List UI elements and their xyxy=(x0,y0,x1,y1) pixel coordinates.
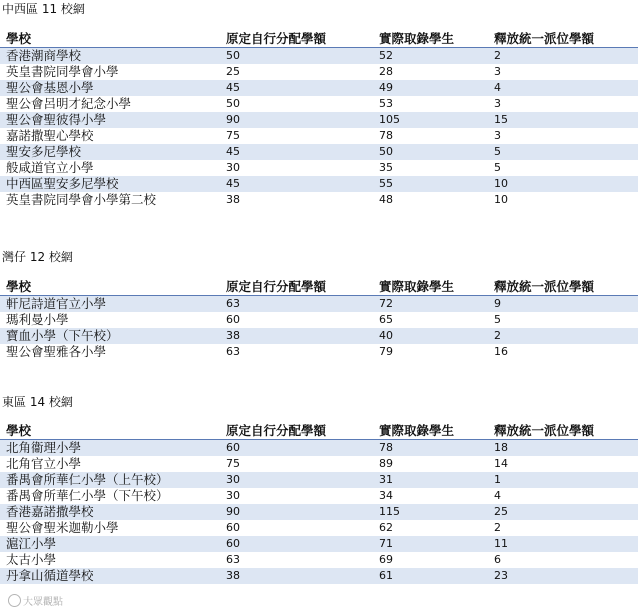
planned-places-cell: 75 xyxy=(220,456,373,472)
table-row xyxy=(0,128,638,144)
released-places-cell: 23 xyxy=(488,568,638,584)
planned-places-cell: 63 xyxy=(220,296,373,313)
section-title: 中西區 11 校網 xyxy=(2,2,85,16)
admitted-students-cell: 50 xyxy=(373,144,488,160)
header-school: 學校 xyxy=(0,422,220,440)
table-row xyxy=(0,536,638,552)
school-name-cell: 般咸道官立小學 xyxy=(0,160,220,176)
planned-places-cell: 50 xyxy=(220,96,373,112)
released-places-cell: 4 xyxy=(488,80,638,96)
planned-places-cell: 38 xyxy=(220,328,373,344)
released-places-cell: 9 xyxy=(488,296,638,313)
school-name-cell: 香港嘉諾撒學校 xyxy=(0,504,220,520)
admitted-students-cell: 52 xyxy=(373,48,488,65)
planned-places-cell: 75 xyxy=(220,128,373,144)
school-name-cell: 番禺會所華仁小學（上午校） xyxy=(0,472,220,488)
admitted-students-cell: 115 xyxy=(373,504,488,520)
admitted-students-cell: 48 xyxy=(373,192,488,208)
table-row xyxy=(0,176,638,192)
released-places-cell: 4 xyxy=(488,488,638,504)
admitted-students-cell: 40 xyxy=(373,328,488,344)
table-row xyxy=(0,440,638,457)
watermark xyxy=(8,593,63,608)
table-row xyxy=(0,568,638,584)
planned-places-cell: 90 xyxy=(220,504,373,520)
table-row xyxy=(0,344,638,360)
admitted-students-cell: 49 xyxy=(373,80,488,96)
released-places-cell: 2 xyxy=(488,48,638,65)
school-name-cell: 番禺會所華仁小學（下午校） xyxy=(0,488,220,504)
school-name-cell: 瑪利曼小學 xyxy=(0,312,220,328)
table-row xyxy=(0,144,638,160)
released-places-cell: 5 xyxy=(488,144,638,160)
admitted-students-cell: 62 xyxy=(373,520,488,536)
school-name-cell: 中西區聖安多尼學校 xyxy=(0,176,220,192)
section-title: 灣仔 12 校網 xyxy=(2,250,73,264)
planned-places-cell: 30 xyxy=(220,160,373,176)
admitted-students-cell: 53 xyxy=(373,96,488,112)
planned-places-cell: 30 xyxy=(220,472,373,488)
released-places-cell: 2 xyxy=(488,520,638,536)
school-name-cell: 聖公會聖雅各小學 xyxy=(0,344,220,360)
table-header-row xyxy=(0,422,638,440)
school-name-cell: 北角衞理小學 xyxy=(0,440,220,457)
released-places-cell: 16 xyxy=(488,344,638,360)
table-row xyxy=(0,160,638,176)
released-places-cell: 3 xyxy=(488,128,638,144)
header-admitted: 實際取錄學生 xyxy=(373,278,488,296)
school-name-cell: 北角官立小學 xyxy=(0,456,220,472)
admitted-students-cell: 28 xyxy=(373,64,488,80)
admitted-students-cell: 35 xyxy=(373,160,488,176)
school-name-cell: 聖公會呂明才紀念小學 xyxy=(0,96,220,112)
admitted-students-cell: 105 xyxy=(373,112,488,128)
header-planned-places: 原定自行分配學額 xyxy=(220,278,373,296)
released-places-cell: 1 xyxy=(488,472,638,488)
admitted-students-cell: 71 xyxy=(373,536,488,552)
table-row xyxy=(0,328,638,344)
planned-places-cell: 63 xyxy=(220,344,373,360)
header-admitted: 實際取錄學生 xyxy=(373,422,488,440)
planned-places-cell: 45 xyxy=(220,80,373,96)
school-table xyxy=(0,278,638,360)
released-places-cell: 2 xyxy=(488,328,638,344)
planned-places-cell: 60 xyxy=(220,520,373,536)
admitted-students-cell: 78 xyxy=(373,440,488,457)
released-places-cell: 6 xyxy=(488,552,638,568)
header-released-places: 釋放統一派位學額 xyxy=(488,30,638,48)
admitted-students-cell: 55 xyxy=(373,176,488,192)
section-title: 東區 14 校網 xyxy=(2,395,73,409)
released-places-cell: 3 xyxy=(488,96,638,112)
header-planned-places: 原定自行分配學額 xyxy=(220,422,373,440)
table-row xyxy=(0,312,638,328)
table-row xyxy=(0,112,638,128)
watermark-logo-icon xyxy=(8,594,21,607)
school-name-cell: 香港潮商學校 xyxy=(0,48,220,65)
school-table xyxy=(0,30,638,208)
planned-places-cell: 45 xyxy=(220,176,373,192)
table-row xyxy=(0,296,638,313)
school-name-cell: 嘉諾撒聖心學校 xyxy=(0,128,220,144)
planned-places-cell: 38 xyxy=(220,568,373,584)
table-row xyxy=(0,96,638,112)
planned-places-cell: 60 xyxy=(220,440,373,457)
admitted-students-cell: 72 xyxy=(373,296,488,313)
admitted-students-cell: 65 xyxy=(373,312,488,328)
table-header-row xyxy=(0,30,638,48)
released-places-cell: 18 xyxy=(488,440,638,457)
planned-places-cell: 60 xyxy=(220,536,373,552)
table-row xyxy=(0,64,638,80)
watermark-text: 大眾觀點 xyxy=(23,597,63,608)
school-name-cell: 聖公會聖米迦勒小學 xyxy=(0,520,220,536)
admitted-students-cell: 89 xyxy=(373,456,488,472)
school-name-cell: 聖安多尼學校 xyxy=(0,144,220,160)
admitted-students-cell: 34 xyxy=(373,488,488,504)
table-row xyxy=(0,48,638,65)
school-name-cell: 英皇書院同學會小學 xyxy=(0,64,220,80)
school-name-cell: 聖公會聖彼得小學 xyxy=(0,112,220,128)
admitted-students-cell: 61 xyxy=(373,568,488,584)
planned-places-cell: 50 xyxy=(220,48,373,65)
school-name-cell: 寶血小學（下午校） xyxy=(0,328,220,344)
released-places-cell: 11 xyxy=(488,536,638,552)
table-row xyxy=(0,80,638,96)
school-name-cell: 聖公會基恩小學 xyxy=(0,80,220,96)
admitted-students-cell: 69 xyxy=(373,552,488,568)
school-name-cell: 丹拿山循道學校 xyxy=(0,568,220,584)
table-row xyxy=(0,504,638,520)
admitted-students-cell: 31 xyxy=(373,472,488,488)
table-header-row xyxy=(0,278,638,296)
header-school: 學校 xyxy=(0,30,220,48)
table-row xyxy=(0,552,638,568)
released-places-cell: 14 xyxy=(488,456,638,472)
released-places-cell: 5 xyxy=(488,312,638,328)
header-released-places: 釋放統一派位學額 xyxy=(488,422,638,440)
table-row xyxy=(0,520,638,536)
released-places-cell: 3 xyxy=(488,64,638,80)
table-row xyxy=(0,488,638,504)
planned-places-cell: 63 xyxy=(220,552,373,568)
school-name-cell: 英皇書院同學會小學第二校 xyxy=(0,192,220,208)
school-name-cell: 軒尼詩道官立小學 xyxy=(0,296,220,313)
table-row xyxy=(0,472,638,488)
planned-places-cell: 25 xyxy=(220,64,373,80)
planned-places-cell: 38 xyxy=(220,192,373,208)
table-row xyxy=(0,456,638,472)
header-released-places: 釋放統一派位學額 xyxy=(488,278,638,296)
admitted-students-cell: 78 xyxy=(373,128,488,144)
school-table xyxy=(0,422,638,584)
released-places-cell: 15 xyxy=(488,112,638,128)
table-row xyxy=(0,192,638,208)
planned-places-cell: 30 xyxy=(220,488,373,504)
released-places-cell: 5 xyxy=(488,160,638,176)
released-places-cell: 10 xyxy=(488,192,638,208)
planned-places-cell: 60 xyxy=(220,312,373,328)
header-school: 學校 xyxy=(0,278,220,296)
header-admitted: 實際取錄學生 xyxy=(373,30,488,48)
admitted-students-cell: 79 xyxy=(373,344,488,360)
school-name-cell: 太古小學 xyxy=(0,552,220,568)
planned-places-cell: 45 xyxy=(220,144,373,160)
header-planned-places: 原定自行分配學額 xyxy=(220,30,373,48)
released-places-cell: 10 xyxy=(488,176,638,192)
released-places-cell: 25 xyxy=(488,504,638,520)
school-name-cell: 滬江小學 xyxy=(0,536,220,552)
planned-places-cell: 90 xyxy=(220,112,373,128)
